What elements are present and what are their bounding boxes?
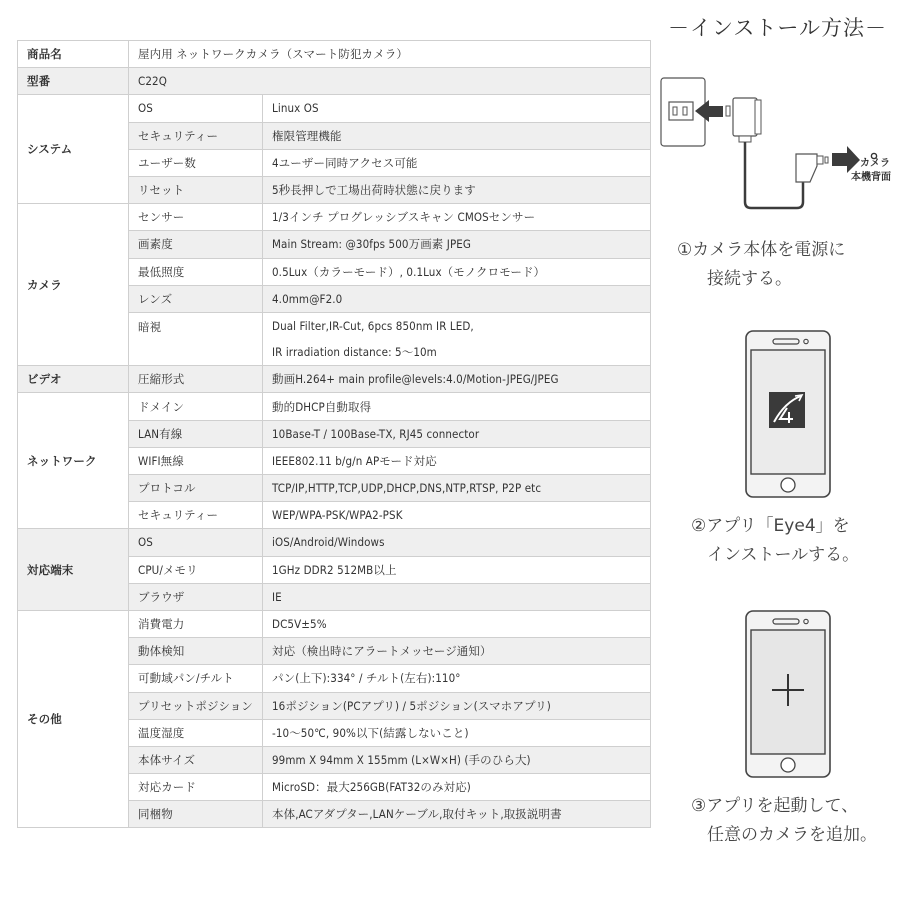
- spec-value: 動画H.264+ main profile@levels:4.0/Motion-JPEG/JPEG: [263, 366, 651, 393]
- spec-value: 99mm X 94mm X 155mm (L×W×H) (手のひら大): [263, 746, 651, 773]
- spec-label: 最低照度: [129, 258, 263, 285]
- spec-value: IEEE802.11 b/g/n APモード対応: [263, 447, 651, 474]
- spec-value: 4ユーザー同時アクセス可能: [263, 149, 651, 176]
- phone-eye4-icon: [745, 330, 831, 498]
- camera-back-label-1: カメラ: [860, 158, 890, 169]
- spec-value: 対応（検出時にアラートメッセージ通知）: [263, 638, 651, 665]
- spec-value: DC5V±5%: [263, 610, 651, 637]
- spec-label: 同梱物: [129, 801, 263, 828]
- power-adapter-icon: [655, 70, 900, 220]
- step-2-line-1: ②アプリ「Eye4」を: [691, 516, 850, 536]
- table-row: [18, 610, 651, 637]
- install-panel: [655, 0, 900, 900]
- spec-label: 本体サイズ: [129, 746, 263, 773]
- spec-label: 可動域パン/チルト: [129, 665, 263, 692]
- spec-label: OS: [129, 95, 263, 122]
- spec-label: ユーザー数: [129, 149, 263, 176]
- spec-value: Linux OS: [263, 95, 651, 122]
- spec-value: TCP/IP,HTTP,TCP,UDP,DHCP,DNS,NTP,RTSP, P2P etc: [263, 475, 651, 502]
- table-row-product-name: [18, 41, 651, 68]
- spec-value: 動的DHCP自動取得: [263, 393, 651, 420]
- category-devices: 対応端末: [18, 529, 129, 611]
- spec-value: 0.5Lux（カラーモード）, 0.1Lux（モノクロモード）: [263, 258, 651, 285]
- install-title: －インストール方法－: [668, 16, 887, 40]
- category-video: ビデオ: [18, 366, 129, 393]
- spec-value: 10Base-T / 100Base-TX, RJ45 connector: [263, 420, 651, 447]
- spec-label: 動体検知: [129, 638, 263, 665]
- spec-value: 16ポジション(PCアプリ) / 5ポジション(スマホアプリ): [263, 692, 651, 719]
- spec-value: IE: [263, 583, 651, 610]
- category-camera: カメラ: [18, 204, 129, 366]
- spec-label: センサー: [129, 204, 263, 231]
- spec-label: レンズ: [129, 285, 263, 312]
- spec-label: 対応カード: [129, 774, 263, 801]
- step-3-line-2: 任意のカメラを追加。: [707, 825, 877, 845]
- spec-value: 4.0mm@F2.0: [263, 285, 651, 312]
- category-system: システム: [18, 95, 129, 204]
- spec-value: WEP/WPA-PSK/WPA2-PSK: [263, 502, 651, 529]
- spec-value: 1GHz DDR2 512MB以上: [263, 556, 651, 583]
- step-2-line-2: インストールする。: [707, 545, 860, 565]
- phone-add-camera-icon: [745, 610, 831, 778]
- spec-value: MicroSD：最大256GB(FAT32のみ対応): [263, 774, 651, 801]
- spec-label: LAN有線: [129, 420, 263, 447]
- spec-value: パン(上下):334° / チルト(左右):110°: [263, 665, 651, 692]
- spec-label: 暗視: [129, 312, 263, 365]
- spec-value-continued: IR irradiation distance: 5～10m: [263, 339, 651, 366]
- camera-back-label-2: 本機背面: [851, 172, 891, 183]
- product-name-value: 屋内用 ネットワークカメラ（スマート防犯カメラ）: [129, 41, 651, 68]
- spec-label: 画素度: [129, 231, 263, 258]
- spec-label: セキュリティー: [129, 122, 263, 149]
- table-row: [18, 204, 651, 231]
- category-other: その他: [18, 610, 129, 828]
- spec-label: 温度湿度: [129, 719, 263, 746]
- spec-value: 権限管理機能: [263, 122, 651, 149]
- spec-label: プロトコル: [129, 475, 263, 502]
- spec-label: プリセットポジション: [129, 692, 263, 719]
- category-network: ネットワーク: [18, 393, 129, 529]
- spec-label: 消費電力: [129, 610, 263, 637]
- spec-value: iOS/Android/Windows: [263, 529, 651, 556]
- spec-label: CPU/メモリ: [129, 556, 263, 583]
- spec-label: ドメイン: [129, 393, 263, 420]
- table-row: [18, 393, 651, 420]
- spec-label: セキュリティー: [129, 502, 263, 529]
- step-1-line-2: 接続する。: [707, 269, 792, 289]
- spec-value: 5秒長押しで工場出荷時状態に戻ります: [263, 176, 651, 203]
- model-value: C22Q: [129, 68, 651, 95]
- table-row: [18, 95, 651, 122]
- spec-value: Main Stream: @30fps 500万画素 JPEG: [263, 231, 651, 258]
- category-label: 型番: [18, 68, 129, 95]
- step-3-line-1: ③アプリを起動して、: [691, 796, 859, 816]
- table-row-model: [18, 68, 651, 95]
- category-label: 商品名: [18, 41, 129, 68]
- spec-value: 1/3インチ プログレッシブスキャン CMOSセンサー: [263, 204, 651, 231]
- table-row: [18, 366, 651, 393]
- spec-value: -10～50℃, 90%以下(結露しないこと): [263, 719, 651, 746]
- spec-label: ブラウザ: [129, 583, 263, 610]
- spec-value: 本体,ACアダプター,LANケーブル,取付キット,取扱説明書: [263, 801, 651, 828]
- table-row: [18, 529, 651, 556]
- spec-label: 圧縮形式: [129, 366, 263, 393]
- spec-value: Dual Filter,IR-Cut, 6pcs 850nm IR LED,: [263, 312, 651, 339]
- spec-label: リセット: [129, 176, 263, 203]
- spec-table: [17, 40, 651, 828]
- step-1-line-1: ①カメラ本体を電源に: [677, 240, 846, 260]
- spec-label: WIFI無線: [129, 447, 263, 474]
- spec-label: OS: [129, 529, 263, 556]
